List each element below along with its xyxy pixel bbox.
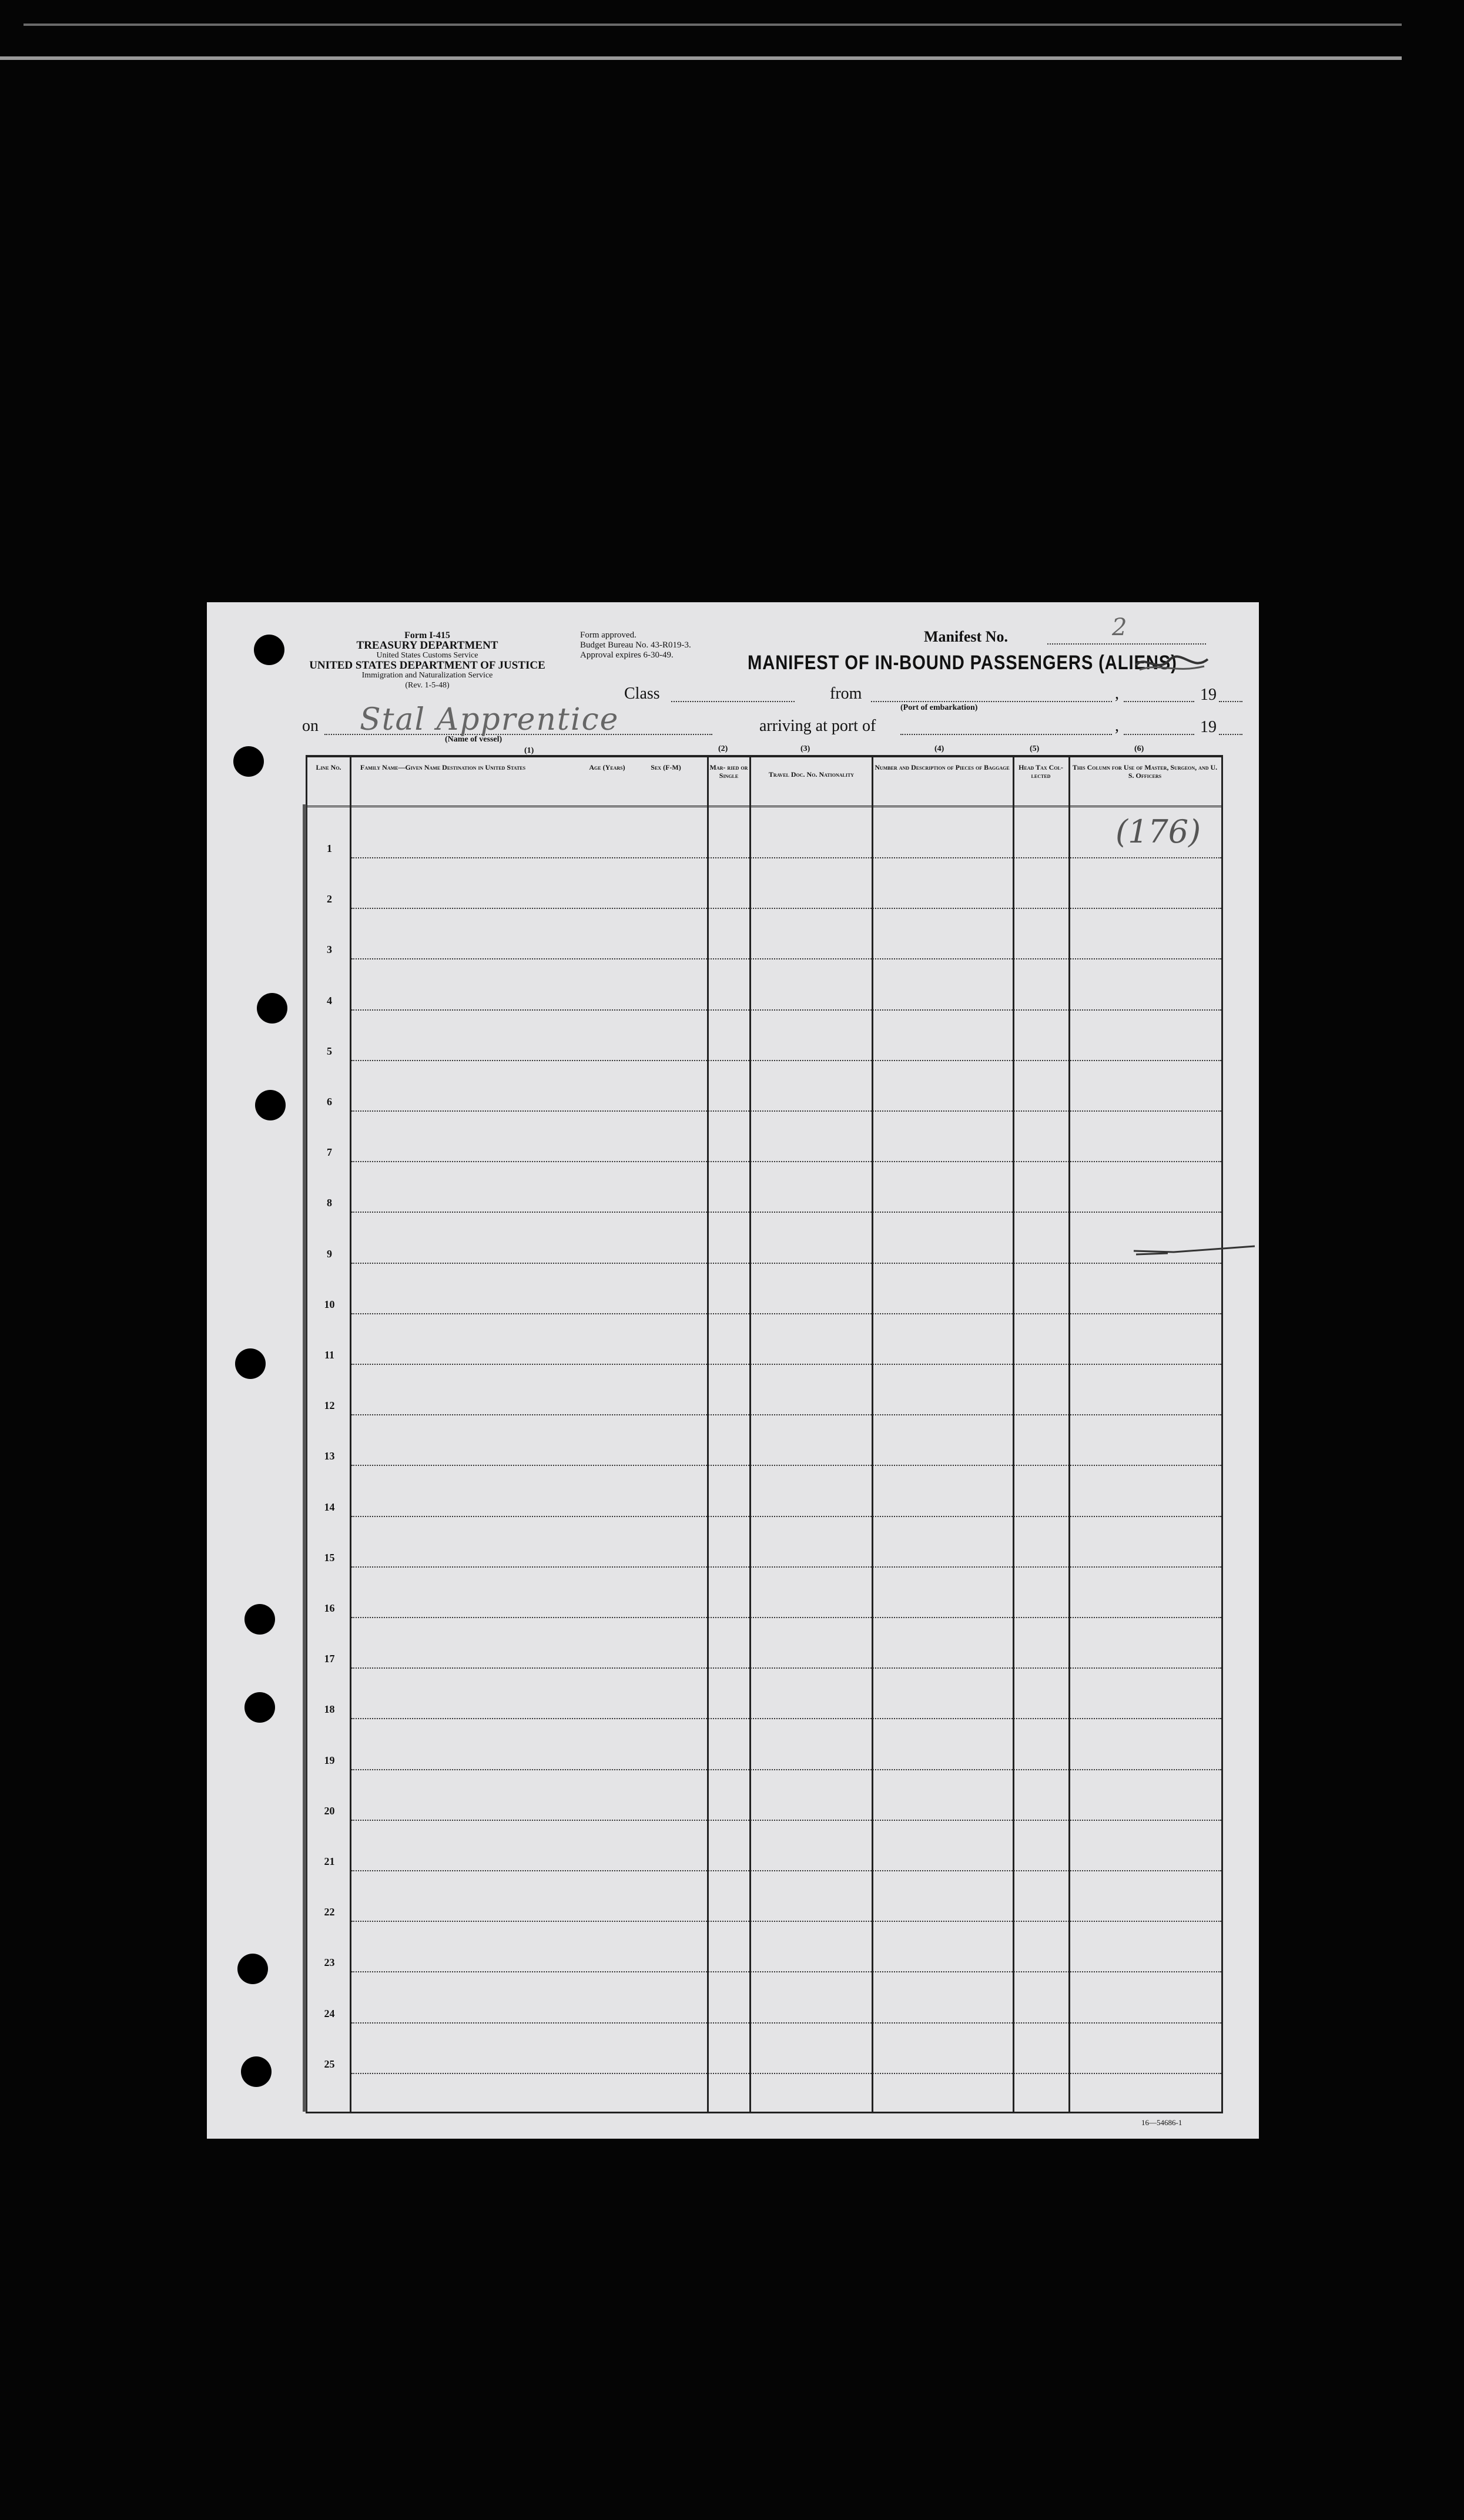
manifest-no-label: Manifest No. xyxy=(924,628,1008,645)
dept-justice: UNITED STATES DEPARTMENT OF JUSTICE xyxy=(309,659,545,672)
vessel-name: Stal Apprentice xyxy=(360,702,619,737)
table-row xyxy=(307,1517,1221,1568)
col-number: (3) xyxy=(800,744,810,753)
header-officers: This Column for Use of Master, Surgeon, and U. S. Officers xyxy=(1072,763,1218,780)
approval-line: Approval expires 6-30-49. xyxy=(580,650,674,660)
header-head-tax: Head Tax Col- lected xyxy=(1019,763,1063,780)
table-row xyxy=(307,1973,1221,2024)
port-caption: (Port of embarkation) xyxy=(900,703,978,712)
from-comma: , xyxy=(1115,684,1119,703)
line-number: 14 xyxy=(324,1501,335,1513)
scan-edge-line xyxy=(24,24,1402,26)
line-number: 7 xyxy=(327,1146,332,1159)
approval-line: Form approved. xyxy=(580,630,636,640)
class-field xyxy=(671,701,795,702)
line-number: 9 xyxy=(327,1247,332,1260)
line-number: 4 xyxy=(327,994,332,1006)
line-number: 18 xyxy=(324,1703,335,1716)
from-field xyxy=(871,701,1112,702)
punch-hole xyxy=(257,993,287,1024)
header-baggage: Number and Description of Pieces of Baggage xyxy=(875,763,1010,771)
table-row xyxy=(307,1314,1221,1365)
table-row xyxy=(307,1669,1221,1719)
from-year: 19 xyxy=(1200,686,1217,704)
table-row xyxy=(307,960,1221,1011)
punch-hole xyxy=(237,1954,268,1984)
vessel-caption: (Name of vessel) xyxy=(445,735,502,744)
table-row xyxy=(307,1213,1221,1264)
header-separator xyxy=(307,806,1221,807)
table-row xyxy=(307,1871,1221,1922)
footer-code: 16—54686-1 xyxy=(1141,2118,1182,2127)
table-row xyxy=(307,858,1221,909)
from-label: from xyxy=(830,684,862,703)
table-row xyxy=(307,2024,1221,2074)
agency-header xyxy=(301,630,554,690)
arrive-date-field xyxy=(1124,734,1194,735)
arriving-label: arriving at port of xyxy=(759,717,876,735)
header-married: Mar- ried or Single xyxy=(709,763,748,780)
table-row xyxy=(307,1415,1221,1466)
approval-block xyxy=(580,630,691,660)
page-shadow xyxy=(303,804,306,2112)
line-number: 12 xyxy=(324,1400,335,1412)
line-number: 23 xyxy=(324,1957,335,1969)
line-number: 8 xyxy=(327,1197,332,1209)
table-row xyxy=(307,808,1221,858)
officer-annotation: (176) xyxy=(1115,813,1201,850)
from-year-field xyxy=(1219,701,1242,702)
row-rule xyxy=(351,2073,1221,2074)
punch-hole xyxy=(254,635,284,665)
line-number: 25 xyxy=(324,2058,335,2070)
port-field xyxy=(900,734,1112,735)
punch-hole xyxy=(241,2056,272,2087)
form-number: Form I-415 xyxy=(404,630,450,640)
dept-treasury: TREASURY DEPARTMENT xyxy=(356,639,498,652)
table-row xyxy=(307,1720,1221,1770)
col-number: (6) xyxy=(1134,744,1144,753)
line-number: 21 xyxy=(324,1855,335,1867)
passenger-table xyxy=(306,755,1223,2113)
dept-justice-sub: Immigration and Naturalization Service xyxy=(361,671,493,680)
col-number: (4) xyxy=(934,744,944,753)
pen-mark xyxy=(1133,1244,1256,1257)
table-row xyxy=(307,1061,1221,1112)
punch-hole xyxy=(244,1692,275,1723)
table-row xyxy=(307,1264,1221,1314)
col-number: (2) xyxy=(718,744,728,753)
header-line-no: Line No. xyxy=(316,763,341,771)
table-row xyxy=(307,909,1221,959)
col-number: (5) xyxy=(1030,744,1040,753)
scribble-mark xyxy=(1134,652,1210,676)
table-row xyxy=(307,1011,1221,1061)
line-number: 19 xyxy=(324,1754,335,1766)
line-number: 24 xyxy=(324,2007,335,2019)
on-label: on xyxy=(302,717,319,735)
arrive-comma: , xyxy=(1115,717,1119,735)
header-age: Age (Years) xyxy=(589,763,625,771)
from-date-field xyxy=(1124,701,1194,702)
manifest-page xyxy=(207,602,1259,2139)
class-label: Class xyxy=(624,684,660,703)
line-number: 15 xyxy=(324,1551,335,1563)
header-sex: Sex (F-M) xyxy=(651,763,681,771)
line-number: 6 xyxy=(327,1096,332,1108)
line-number: 17 xyxy=(324,1653,335,1665)
table-row xyxy=(307,1922,1221,1972)
line-number: 5 xyxy=(327,1045,332,1057)
punch-hole xyxy=(233,746,264,777)
line-number: 11 xyxy=(324,1349,334,1361)
scan-edge-line xyxy=(0,56,1402,60)
line-number: 3 xyxy=(327,944,332,956)
col-number: (1) xyxy=(524,746,534,755)
table-row xyxy=(307,1568,1221,1618)
table-row xyxy=(307,1770,1221,1821)
manifest-no-value: 2 xyxy=(1112,614,1127,641)
table-row xyxy=(307,1365,1221,1415)
dept-treasury-sub: United States Customs Service xyxy=(376,651,478,660)
revision-date: (Rev. 1-5-48) xyxy=(405,681,450,690)
approval-line: Budget Bureau No. 43-R019-3. xyxy=(580,640,691,650)
table-row xyxy=(307,1112,1221,1162)
punch-hole xyxy=(235,1348,266,1379)
table-row xyxy=(307,1467,1221,1517)
header-travel-doc: Travel Doc. No. Nationality xyxy=(768,770,855,779)
table-row xyxy=(307,1821,1221,1871)
header-name: Family Name—Given Name Destination in United States xyxy=(360,763,526,771)
form-title: MANIFEST OF IN-BOUND PASSENGERS (ALIENS) xyxy=(748,652,1177,674)
punch-hole xyxy=(255,1090,286,1120)
arrive-year-field xyxy=(1219,734,1242,735)
line-number: 20 xyxy=(324,1804,335,1817)
line-number: 13 xyxy=(324,1450,335,1462)
line-number: 22 xyxy=(324,1906,335,1918)
line-number: 2 xyxy=(327,893,332,905)
punch-hole xyxy=(244,1604,275,1635)
arrive-year: 19 xyxy=(1200,718,1217,736)
line-number: 16 xyxy=(324,1602,335,1614)
table-row xyxy=(307,1162,1221,1213)
line-number: 1 xyxy=(327,843,332,854)
manifest-no-line xyxy=(1047,643,1206,645)
table-row xyxy=(307,1618,1221,1669)
line-number: 10 xyxy=(324,1298,335,1310)
